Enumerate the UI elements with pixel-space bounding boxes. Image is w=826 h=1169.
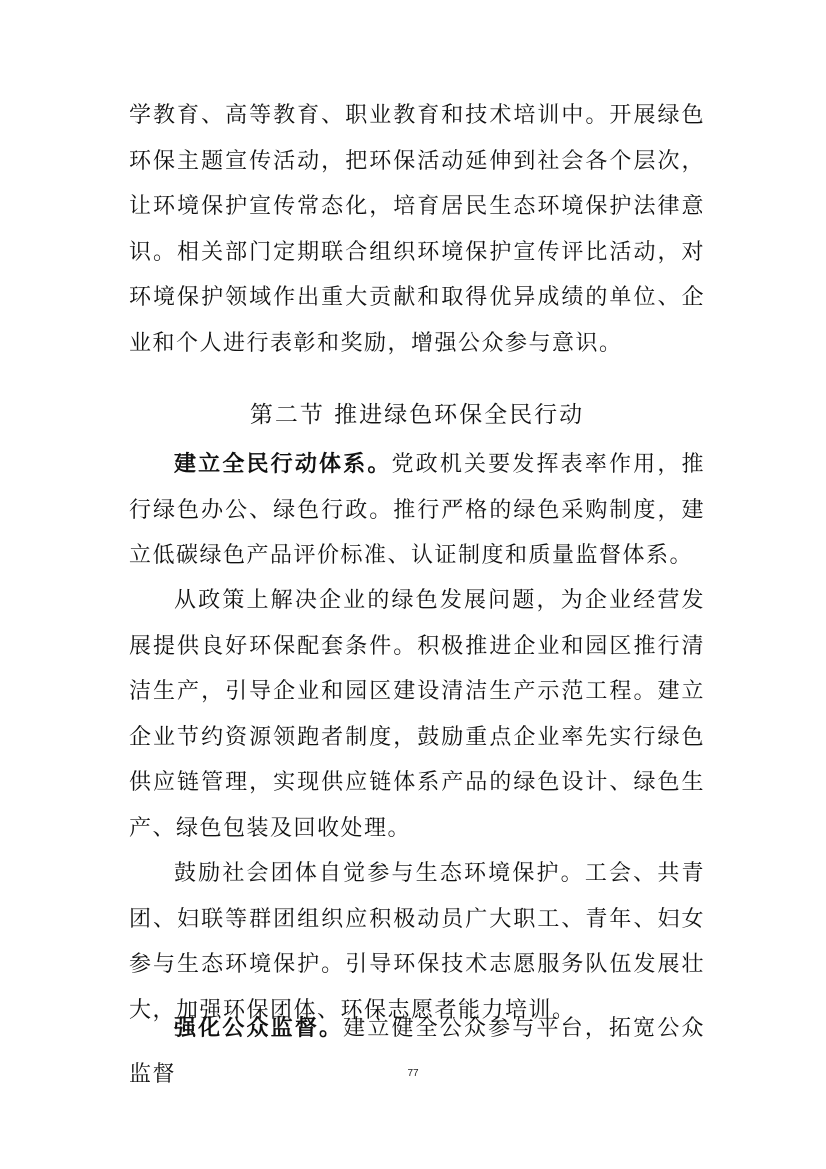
paragraph-text: 党政机关要发挥表率作用，推行绿色办公、绿色行政。推行严格的绿色采购制度，建立低碳绿色产品评价标准、认证制度和质量监督体系。 <box>129 452 705 568</box>
paragraph-national-action-system <box>129 442 705 579</box>
page-number: 77 <box>407 1068 419 1079</box>
paragraph-text: 建立健全公众参与平台，拓宽公众监督 <box>129 1016 705 1087</box>
section-heading: 第二节 推进绿色环保全民行动 <box>249 402 585 428</box>
paragraph-intro-continuation <box>129 93 705 366</box>
paragraph-text: 从政策上解决企业的绿色发展问题，为企业经营发展提供良好环保配套条件。积极推进企业和园区推行清洁生产，引导企业和园区建设清洁生产示范工程。建立企业节约资源领跑者制度，鼓励重点企业率先实行绿色供应链管理，实现供应链体系产品的绿色设计、绿色生产、绿色包装及回收处理。 <box>129 588 705 841</box>
paragraph-text: 鼓励社会团体自觉参与生态环境保护。工会、共青团、妇联等群团组织应积极动员广大职工、青年、妇女参与生态环境保护。引导环保技术志愿服务队伍发展壮大，加强环保团体、环保志愿者能力培训。 <box>129 861 705 1023</box>
paragraph-text: 学教育、高等教育、职业教育和技术培训中。开展绿色环保主题宣传活动，把环保活动延伸到社会各个层次，让环境保护宣传常态化，培育居民生态环境保护法律意识。相关部门定期联合组织环境保护宣传评比活动，对环境保护领域作出重大贡献和取得优异成绩的单位、企业和个人进行表彰和奖励，增强公众参与意识。 <box>129 103 705 356</box>
paragraph-lead-title: 建立全民行动体系。 <box>174 452 392 477</box>
paragraph-public-supervision <box>129 1006 705 1097</box>
paragraph-enterprise-green-development <box>129 578 705 851</box>
paragraph-lead-title: 强化公众监督。 <box>174 1016 344 1041</box>
